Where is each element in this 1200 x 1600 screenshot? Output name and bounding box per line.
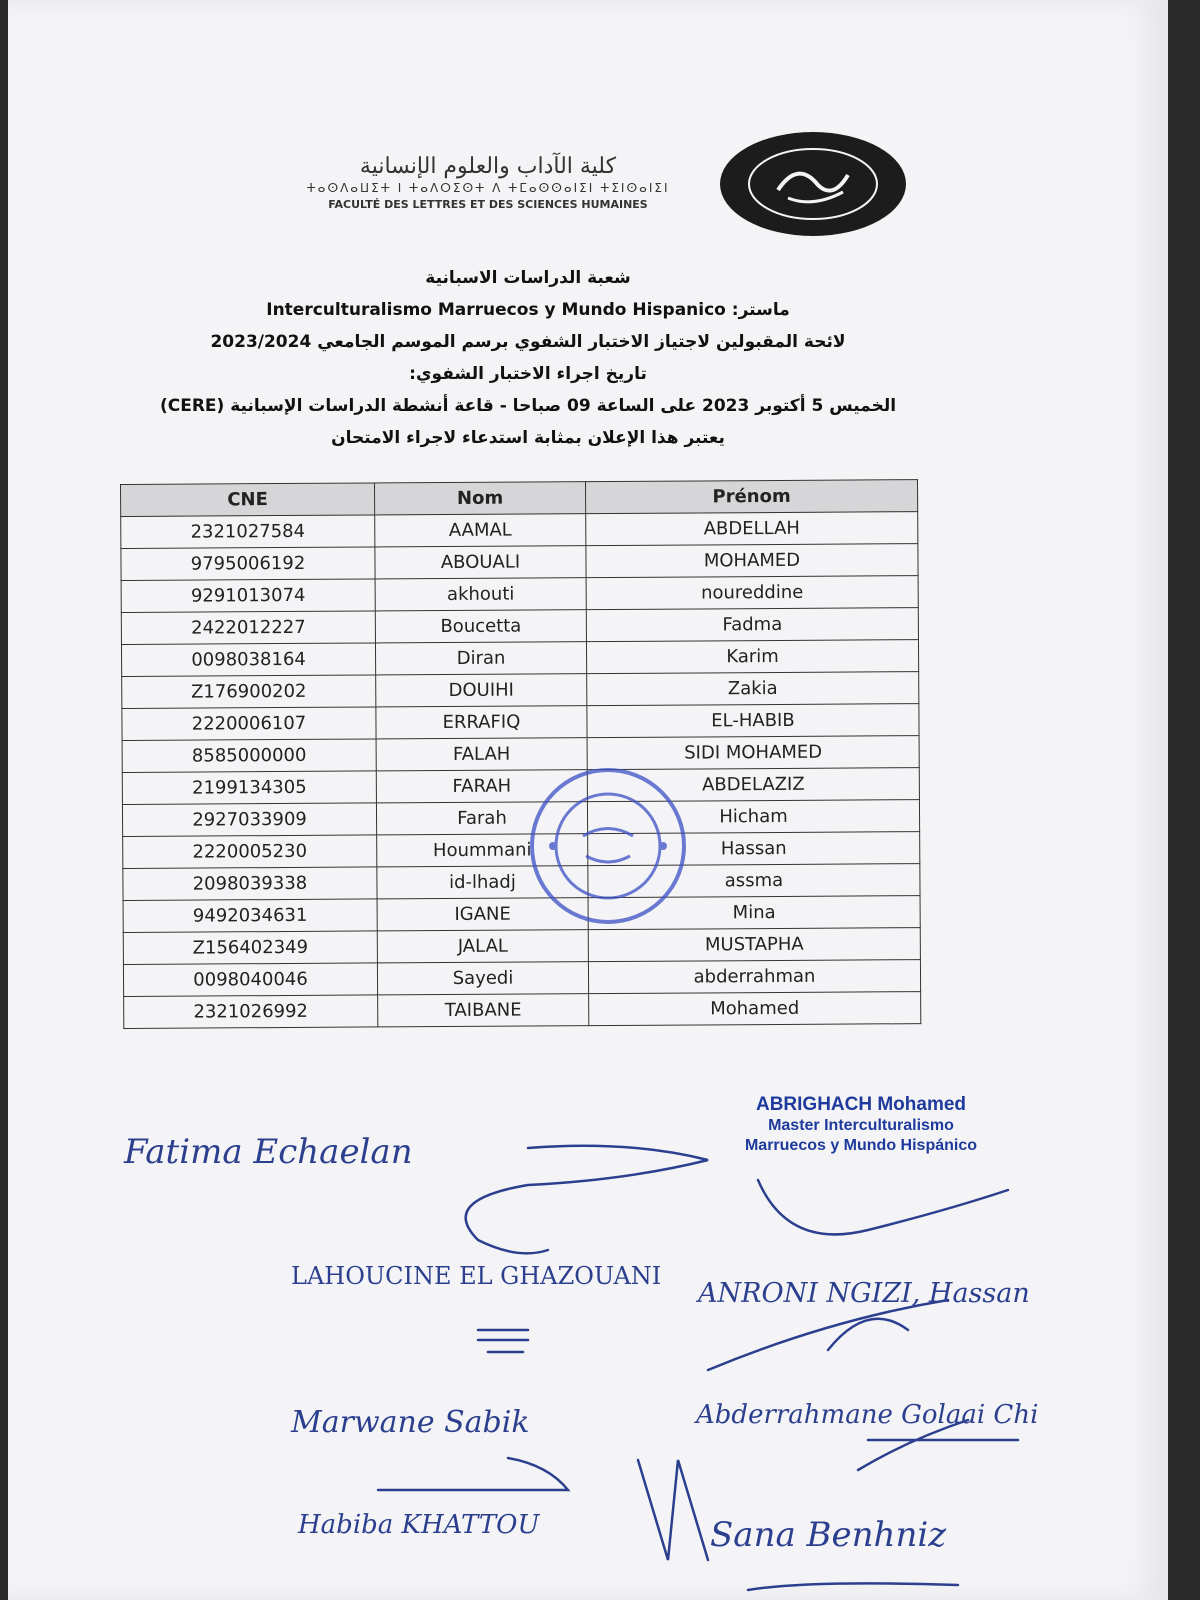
faculty-name-french: FACULTÉ DES LETTRES ET DES SCIENCES HUMAINES — [328, 198, 648, 211]
cell-cne: 2098039338 — [123, 867, 377, 901]
cell-prenom: Mohamed — [589, 992, 921, 1026]
cell-prenom: Mina — [588, 896, 920, 930]
cell-nom: FARAH — [376, 770, 587, 803]
signature-1: Fatima Echaelan — [124, 1132, 413, 1172]
department-title: شعبة الدراسات الاسبانية — [425, 268, 631, 288]
cell-cne: 9795006192 — [121, 547, 375, 581]
document-page — [8, 0, 1168, 1600]
cell-prenom: ABDELAZIZ — [587, 768, 919, 802]
cell-nom: DOUIHI — [376, 674, 587, 707]
cell-prenom: abderrahman — [588, 960, 920, 994]
signature-7: Sana Benhniz — [710, 1515, 947, 1555]
exam-date-value: الخميس 5 أكتوبر 2023 على الساعة 09 صباحا - قاعة أنشطة الدراسات الإسبانية (CERE) — [159, 396, 897, 416]
cell-nom: AAMAL — [375, 514, 586, 547]
cell-cne: 0098038164 — [121, 643, 375, 677]
coordinator-title-line1: Master Interculturalismo — [768, 1117, 954, 1134]
cell-cne: 2199134305 — [122, 771, 376, 805]
cell-nom: TAIBANE — [378, 994, 589, 1027]
cell-nom: FALAH — [376, 738, 587, 771]
convocation-notice: يعتبر هذا الإعلان بمثابة استدعاء لاجراء الامتحان — [331, 428, 725, 448]
cell-prenom: MUSTAPHA — [588, 928, 920, 962]
cell-cne: 9492034631 — [123, 899, 377, 933]
cell-cne: Z156402349 — [123, 931, 377, 965]
signature-4: Marwane Sabik — [291, 1405, 530, 1440]
coordinator-name: ABRIGHACH Mohamed — [755, 1094, 967, 1115]
exam-date-label: تاريخ اجراء الاختبار الشفوي: — [409, 364, 647, 384]
cell-prenom: Zakia — [587, 672, 919, 706]
cell-nom: Hoummani — [377, 834, 588, 867]
master-title: ماستر: Interculturalismo Marruecos y Mundo Hispanico — [266, 300, 790, 320]
cell-cne: Z176900202 — [122, 675, 376, 709]
signature-6: Habiba KHATTOU — [298, 1510, 540, 1540]
coordinator-title-line2: Marruecos y Mundo Hispánico — [744, 1137, 978, 1154]
cell-nom: akhouti — [375, 578, 586, 611]
cell-nom: ABOUALI — [375, 546, 586, 579]
cell-prenom: MOHAMED — [586, 544, 918, 578]
cell-prenom: Karim — [586, 640, 918, 674]
cell-cne: 2220006107 — [122, 707, 376, 741]
cell-prenom: Hassan — [588, 832, 920, 866]
cell-prenom: Fadma — [586, 608, 918, 642]
list-title: لائحة المقبولين لاجتياز الاختبار الشفوي برسم الموسم الجامعي 2023/2024 — [210, 332, 846, 352]
cell-cne: 0098040046 — [123, 963, 377, 997]
cell-cne: 2422012227 — [121, 611, 375, 645]
cell-cne: 9291013074 — [121, 579, 375, 613]
cell-prenom: SIDI MOHAMED — [587, 736, 919, 770]
faculty-name-tifinagh: ⵜⴰⵙⴷⴰⵡⵉⵜ ⵏ ⵜⴰⴷⵔⵉⵙⵜ ⴷ ⵜⵎⴰⵙⵙⴰⵏⵉⵏ ⵜⵉⵏⵙⴰⵏⵉⵏ — [306, 181, 670, 195]
cell-prenom: ABDELLAH — [586, 512, 918, 546]
header-prenom: Prénom — [585, 480, 917, 514]
header-nom: Nom — [374, 482, 585, 515]
cell-cne: 2321026992 — [124, 995, 378, 1029]
cell-cne: 2220005230 — [123, 835, 377, 869]
cell-cne: 8585000000 — [122, 739, 376, 773]
cell-cne: 2321027584 — [121, 515, 375, 549]
cell-nom: JALAL — [377, 930, 588, 963]
cell-nom: Farah — [376, 802, 587, 835]
signature-strokes — [8, 0, 1200, 1600]
cell-prenom: Hicham — [587, 800, 919, 834]
cell-nom: Boucetta — [375, 610, 586, 643]
signature-3: ANRONI NGIZI, Hassan — [698, 1278, 1030, 1309]
cell-prenom: EL-HABIB — [587, 704, 919, 738]
cell-cne: 2927033909 — [122, 803, 376, 837]
cell-prenom: assma — [588, 864, 920, 898]
header-cne: CNE — [121, 483, 375, 517]
faculty-name-arabic: كلية الآداب والعلوم الإنسانية — [359, 154, 617, 179]
signature-5: Abderrahmane Golaai Chi — [696, 1400, 1039, 1430]
signature-2: LAHOUCINE EL GHAZOUANI — [291, 1262, 662, 1290]
cell-nom: id-lhadj — [377, 866, 588, 899]
cell-nom: Sayedi — [377, 962, 588, 995]
cell-prenom: noureddine — [586, 576, 918, 610]
cell-nom: Diran — [375, 642, 586, 675]
cell-nom: ERRAFIQ — [376, 706, 587, 739]
cell-nom: IGANE — [377, 898, 588, 931]
